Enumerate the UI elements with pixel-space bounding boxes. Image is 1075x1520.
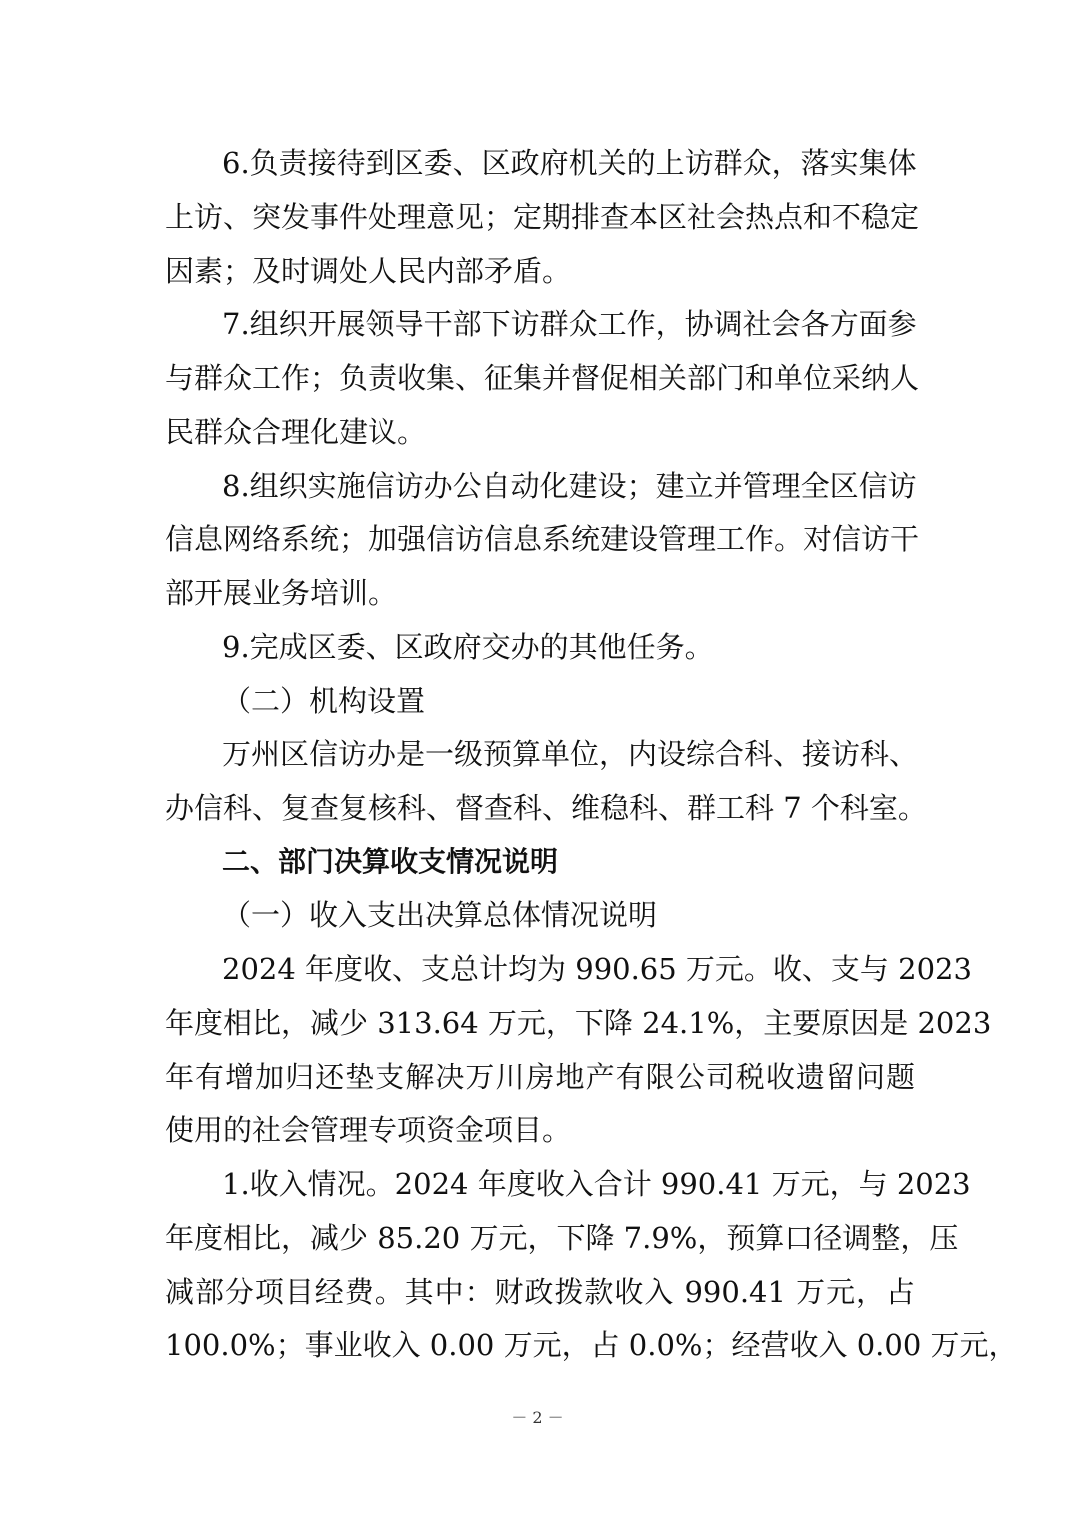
paragraph-line: 年度相比，减少 85.20 万元，下降 7.9%，预算口径调整，压 — [165, 1221, 959, 1255]
paragraph-line: 上访、突发事件处理意见；定期排查本区社会热点和不稳定 — [165, 200, 920, 234]
subsection-heading: （二）机构设置 — [222, 684, 426, 718]
subsection-heading: （一）收入支出决算总体情况说明 — [222, 898, 658, 932]
paragraph-line: 减部分项目经费。其中：财政拨款收入 990.41 万元，占 — [165, 1275, 915, 1309]
paragraph-line: 使用的社会管理专项资金项目。 — [165, 1113, 572, 1147]
paragraph-line: 年有增加归还垫支解决万川房地产有限公司税收遗留问题 — [165, 1060, 915, 1094]
paragraph-line: 年度相比，减少 313.64 万元，下降 24.1%，主要原因是 2023 — [165, 1006, 992, 1040]
paragraph-line: 100.0%；事业收入 0.00 万元，占 0.0%；经营收入 0.00 万元， — [165, 1328, 1018, 1362]
paragraph-line: 6.负责接待到区委、区政府机关的上访群众，落实集体 — [222, 146, 917, 180]
page-number: － 2 － — [511, 1408, 564, 1427]
paragraph-line: 2024 年度收、支总计均为 990.65 万元。收、支与 2023 — [222, 952, 972, 986]
paragraph-line: 1.收入情况。2024 年度收入合计 990.41 万元，与 2023 — [222, 1167, 971, 1201]
paragraph-line: 办信科、复查复核科、督查科、维稳科、群工科 7 个科室。 — [165, 791, 927, 825]
paragraph-line: 万州区信访办是一级预算单位，内设综合科、接访科、 — [222, 737, 919, 771]
paragraph-line: 部开展业务培训。 — [165, 576, 398, 610]
paragraph-line: 7.组织开展领导干部下访群众工作，协调社会各方面参 — [222, 307, 917, 341]
paragraph-line: 因素；及时调处人民内部矛盾。 — [165, 254, 572, 288]
paragraph-line: 8.组织实施信访办公自动化建设；建立并管理全区信访 — [222, 469, 917, 503]
paragraph-line: 9.完成区委、区政府交办的其他任务。 — [222, 630, 714, 664]
paragraph-line: 与群众工作；负责收集、征集并督促相关部门和单位采纳人 — [165, 361, 920, 395]
paragraph-line: 民群众合理化建议。 — [165, 415, 427, 449]
paragraph-line: 信息网络系统；加强信访信息系统建设管理工作。对信访干 — [165, 522, 920, 556]
section-heading: 二、部门决算收支情况说明 — [222, 845, 559, 878]
